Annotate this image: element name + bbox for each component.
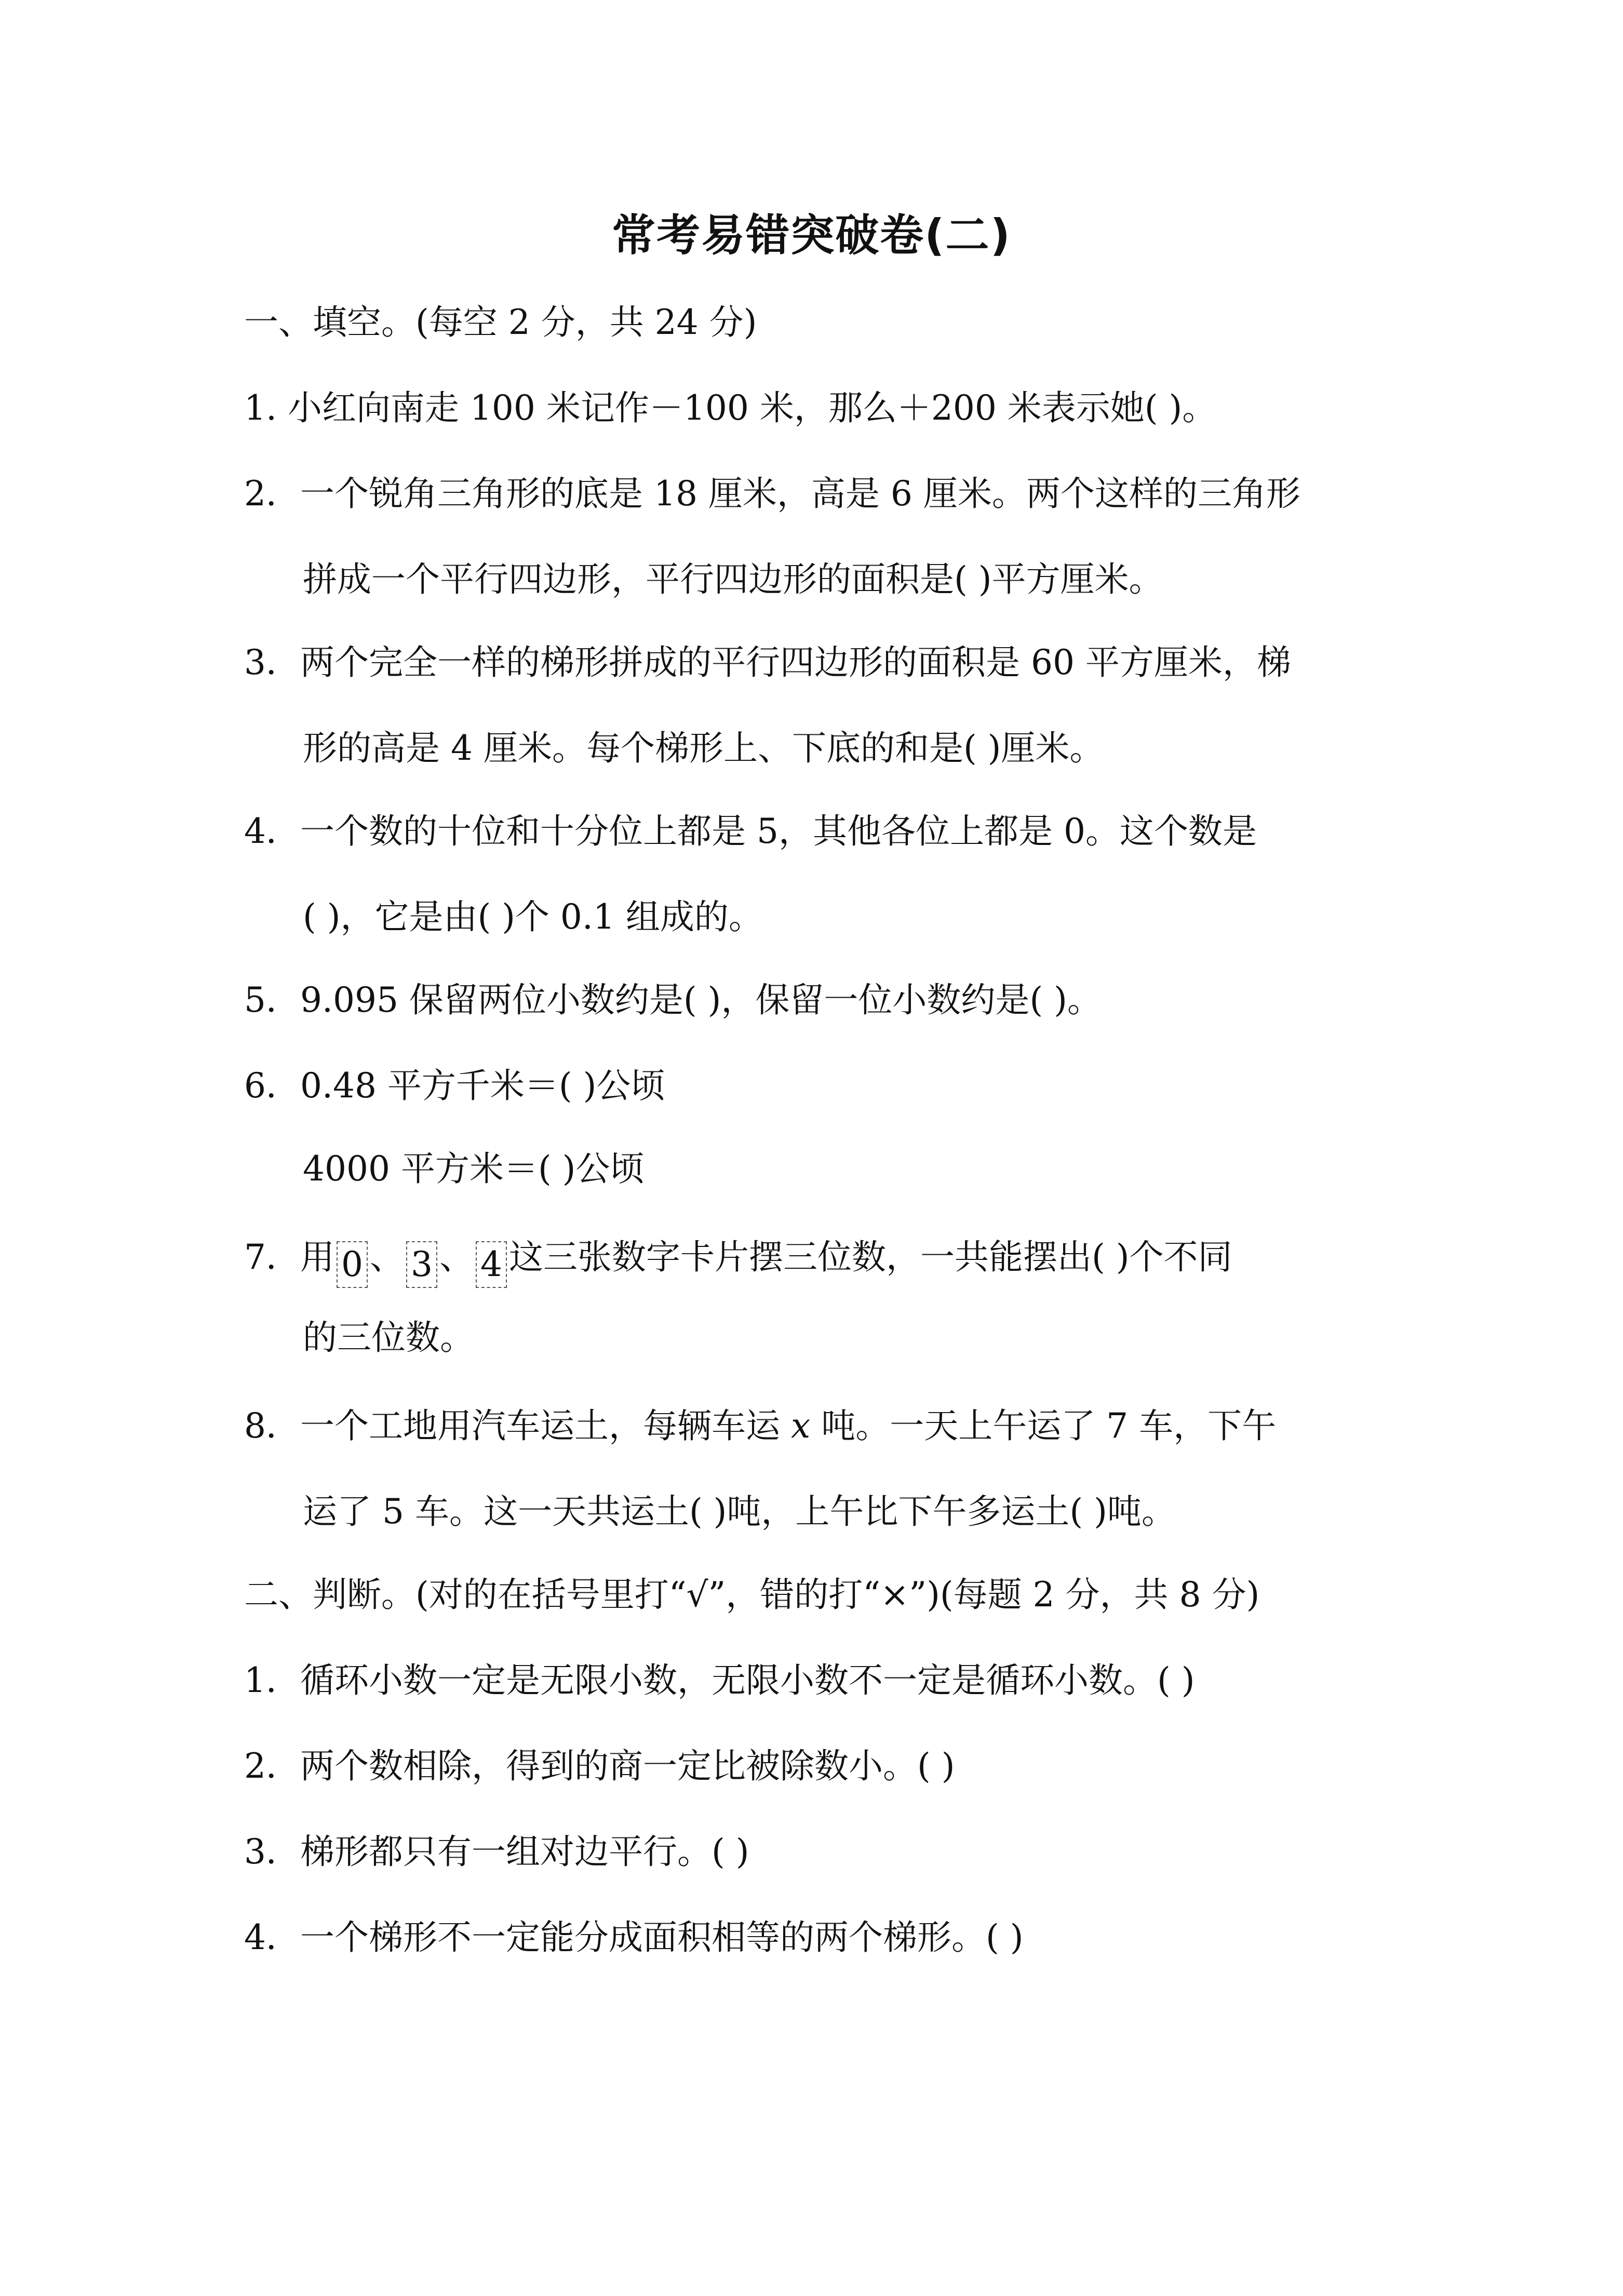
question-5: 5．9.095 保留两位小数约是( )，保留一位小数约是( )。 <box>244 980 1102 1020</box>
question-8-line-1 <box>244 1401 1276 1451</box>
card-separator: 、 <box>439 1237 474 1277</box>
judge-item-3: 3．梯形都只有一组对边平行。( ) <box>244 1832 749 1872</box>
question-3-line-2: 形的高是 4 厘米。每个梯形上、下底的和是( )厘米。 <box>303 728 1104 768</box>
question-7-line-1 <box>244 1232 1232 1288</box>
question-6-line-1: 6．0.48 平方千米＝( )公顷 <box>244 1066 665 1106</box>
question-4-line-2: ( )，它是由( )个 0.1 组成的。 <box>303 897 763 937</box>
question-8-text-b: 吨。一天上午运了 7 车，下午 <box>810 1406 1277 1446</box>
variable-x: x <box>790 1406 811 1446</box>
number-card-0: 0 <box>337 1241 368 1288</box>
question-7-suffix: 这三张数字卡片摆三位数，一共能摆出( )个不同 <box>509 1237 1232 1277</box>
question-2-line-1: 2．一个锐角三角形的底是 18 厘米，高是 6 厘米。两个这样的三角形 <box>244 474 1300 514</box>
question-8-line-2: 运了 5 车。这一天共运土( )吨，上午比下午多运土( )吨。 <box>303 1492 1176 1532</box>
number-card-4: 4 <box>476 1241 507 1288</box>
question-3-line-1: 3．两个完全一样的梯形拼成的平行四边形的面积是 60 平方厘米，梯 <box>244 642 1291 682</box>
question-8-text-a: 8．一个工地用汽车运土，每辆车运 <box>244 1406 791 1446</box>
page-title: 常考易错突破卷(二) <box>612 210 1011 261</box>
section-1-heading: 一、填空。(每空 2 分，共 24 分) <box>244 302 757 342</box>
judge-item-1: 1．循环小数一定是无限小数，无限小数不一定是循环小数。( ) <box>244 1660 1195 1700</box>
question-4-line-1: 4．一个数的十位和十分位上都是 5，其他各位上都是 0。这个数是 <box>244 811 1257 851</box>
section-2-heading: 二、判断。(对的在括号里打“√”，错的打“×”)(每题 2 分，共 8 分) <box>244 1575 1260 1615</box>
number-card-3: 3 <box>406 1241 437 1288</box>
card-separator: 、 <box>370 1237 404 1277</box>
question-7-line-2: 的三位数。 <box>303 1318 474 1358</box>
question-6-line-2: 4000 平方米＝( )公顷 <box>303 1149 645 1189</box>
question-1: 1. 小红向南走 100 米记作－100 米，那么＋200 米表示她( )。 <box>244 388 1217 428</box>
judge-item-2: 2．两个数相除，得到的商一定比被除数小。( ) <box>244 1746 955 1786</box>
question-7-prefix: 7．用 <box>244 1237 334 1277</box>
question-2-line-2: 拼成一个平行四边形，平行四边形的面积是( )平方厘米。 <box>303 559 1163 599</box>
judge-item-4: 4．一个梯形不一定能分成面积相等的两个梯形。( ) <box>244 1917 1024 1957</box>
